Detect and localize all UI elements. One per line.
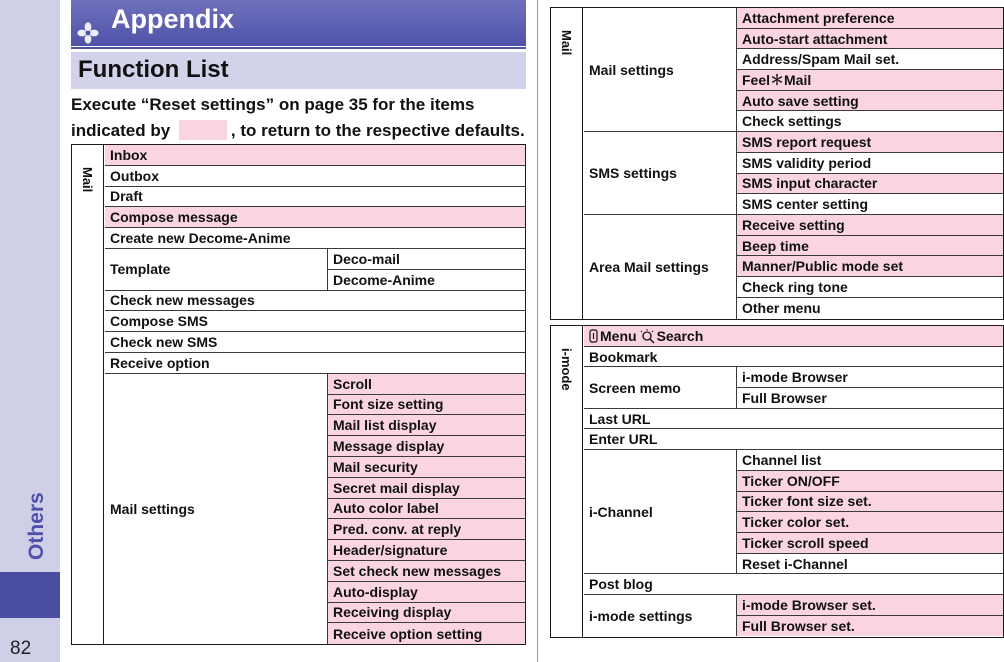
function-item-i-mode-browser-set: i-mode Browser set. (737, 595, 1003, 616)
function-item-mail-security: Mail security (328, 457, 525, 478)
function-item-ticker-on-off: Ticker ON/OFF (737, 471, 1003, 492)
function-item-header-signature: Header/signature (328, 540, 525, 561)
function-list-header (71, 52, 526, 89)
function-item-auto-start-attachment: Auto-start attachment (737, 29, 1003, 50)
imode-function-table (550, 325, 1004, 638)
function-item-ticker-font-size-set: Ticker font size set. (737, 492, 1003, 513)
header-rule (71, 47, 526, 49)
function-item-auto-save-setting: Auto save setting (737, 91, 1003, 112)
function-item-ticker-color-set: Ticker color set. (737, 512, 1003, 533)
function-item-check-settings: Check settings (737, 112, 1003, 133)
section-label-text: Mail (559, 30, 574, 56)
function-item-decome-anime: Decome-Anime (328, 270, 525, 291)
function-item-inbox: Inbox (105, 145, 525, 166)
function-item-set-check-new-messages: Set check new messages (328, 561, 525, 582)
function-item-other-menu: Other menu (742, 300, 821, 317)
function-item-post-blog: Post blog (584, 574, 1003, 595)
function-item-ticker-scroll-speed: Ticker scroll speed (737, 533, 1003, 554)
group-label-mail-settings: Mail settings (105, 374, 328, 644)
function-item-feel-mail: Feel＊Mail (737, 70, 1003, 91)
function-item-create-new-decome-anime: Create new Decome-Anime (105, 228, 525, 249)
function-item-full-browser: Full Browser (737, 388, 1003, 409)
function-item-enter-url: Enter URL (584, 430, 1003, 451)
function-item-auto-color-label: Auto color label (328, 499, 525, 520)
function-item-receive-option-setting: Receive option setting (328, 623, 525, 644)
search-label: Search (656, 327, 704, 344)
instruction-text-2: , to return to the respective defaults. (230, 121, 525, 140)
function-item-draft: Draft (105, 187, 525, 208)
section-tab-label: Others (25, 492, 48, 560)
group-label-mail-settings: Mail settings (584, 8, 737, 132)
group-label-template: Template (105, 249, 328, 291)
function-item-bookmark: Bookmark (584, 347, 1003, 368)
instructions (71, 92, 531, 144)
function-list-title: Function List (78, 56, 229, 83)
function-item-address-spam-mail-set: Address/Spam Mail set. (737, 49, 1003, 70)
function-item-sms-validity-period: SMS validity period (737, 153, 1003, 174)
section-label-text: Mail (80, 167, 95, 193)
flower-icon (76, 21, 100, 45)
function-item-compose-sms: Compose SMS (105, 311, 525, 332)
function-item-outbox: Outbox (105, 166, 525, 187)
function-item-reset-i-channel: Reset i-Channel (737, 554, 1003, 575)
group-label-area-mail-settings: Area Mail settings (584, 215, 737, 319)
section-label-mail (72, 145, 104, 644)
function-item-check-new-sms: Check new SMS (105, 332, 525, 353)
appendix-title: Appendix (111, 4, 235, 34)
function-item-full-browser-set: Full Browser set. (737, 616, 1003, 637)
group-label-sms-settings: SMS settings (584, 132, 737, 215)
instruction-text-1: Execute “Reset settings” on page 35 for the items indicated by (71, 95, 475, 140)
function-item-pred-conv-at-reply: Pred. conv. at reply (328, 519, 525, 540)
appendix-header (71, 0, 526, 46)
function-item-mail-list-display: Mail list display (328, 415, 525, 436)
function-item-compose-message: Compose message (105, 207, 525, 228)
column-divider (537, 0, 538, 662)
function-item-receive-option: Receive option (105, 353, 525, 374)
function-item-sms-input-character: SMS input character (737, 174, 1003, 195)
function-item-auto-display: Auto-display (328, 582, 525, 603)
section-label-mail (551, 8, 583, 319)
function-item-secret-mail-display: Secret mail display (328, 478, 525, 499)
pink-swatch-icon (179, 120, 227, 140)
function-item-message-display: Message display (328, 436, 525, 457)
group-label-i-mode-settings: i-mode settings (584, 595, 737, 636)
function-item-check-new-messages: Check new messages (105, 291, 525, 312)
imode-menu-search-header (584, 326, 1003, 347)
group-label-screen-memo: Screen memo (584, 367, 737, 408)
imode-key-icon (589, 329, 598, 343)
search-icon (639, 328, 657, 344)
mail-function-table (71, 144, 526, 645)
function-item-receiving-display: Receiving display (328, 603, 525, 624)
function-item-sms-center-setting: SMS center setting (737, 194, 1003, 215)
page-number: 82 (10, 638, 32, 659)
function-item-receive-setting: Receive setting (737, 215, 1003, 236)
section-label-i-mode (551, 326, 583, 637)
side-tab-marker (0, 572, 60, 618)
function-item-last-url: Last URL (584, 409, 1003, 430)
function-item-font-size-setting: Font size setting (328, 395, 525, 416)
function-item-channel-list: Channel list (737, 450, 1003, 471)
function-item-scroll: Scroll (328, 374, 525, 395)
mail-settings-table (550, 7, 1004, 320)
function-item-deco-mail: Deco-mail (328, 249, 525, 270)
function-item-beep-time: Beep time (737, 236, 1003, 257)
function-item-check-ring-tone: Check ring tone (737, 277, 1003, 298)
function-item-sms-report-request: SMS report request (737, 132, 1003, 153)
function-item-attachment-preference: Attachment preference (737, 8, 1003, 29)
section-label-text: i-mode (559, 348, 574, 391)
menu-label: Menu (600, 327, 637, 344)
function-item-manner-public-mode-set: Manner/Public mode set (737, 256, 1003, 277)
function-item-i-mode-browser: i-mode Browser (737, 367, 1003, 388)
group-label-i-channel: i-Channel (584, 450, 737, 574)
side-tab (0, 0, 60, 662)
